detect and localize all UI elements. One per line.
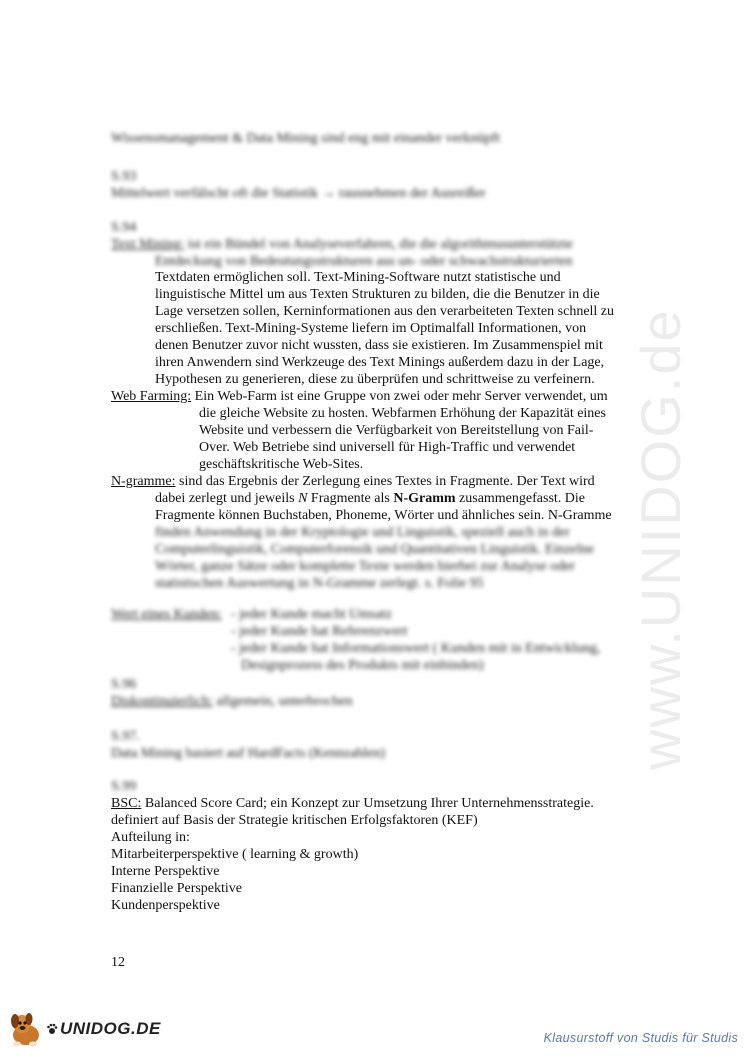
text-mining-line-6: erschließen. Text-Mining-Systeme liefern im Optimalfall Informationen, von <box>155 321 587 336</box>
text-mining-line-1 <box>111 236 573 253</box>
paw-icon <box>46 1023 58 1035</box>
bsc-l1: Balanced Score Card; ein Konzept zur Umsetzung Ihrer Unternehmensstrategie. <box>141 796 594 811</box>
dog-icon <box>8 1010 44 1048</box>
web-farming-line-4: Over. Web Betriebe sind universell für High-Traffic und verwendet <box>199 440 576 455</box>
ngramme-line-4: finden Anwendung in der Kryptologie und Linguistik, speziell auch in der <box>155 525 570 540</box>
web-farming-term: Web Farming: <box>111 389 192 404</box>
disk-text: allgemein, unterbrochen <box>212 694 353 709</box>
wert-item-1: - jeder Kunde macht Umsatz <box>231 607 392 622</box>
logo-text: UNIDOG.DE <box>60 1019 161 1038</box>
bsc-line-3: Aufteilung in: <box>111 830 190 845</box>
ngramme-l2-n: N <box>298 491 308 506</box>
section-heading-s96: S.96 <box>111 677 137 692</box>
ngramme-term: N-gramme: <box>111 474 176 489</box>
ngramme-line-1 <box>111 473 595 490</box>
wert-item-3: - jeder Kunde hat Informationswert ( Kunden mit in Entwicklung, <box>231 641 601 656</box>
section-heading-s99: S.99 <box>111 779 137 794</box>
bsc-line-6: Finanzielle Perspektive <box>111 881 243 896</box>
text-mining-line-9: Hypothesen zu generieren, diese zu überprüfen und schrittweise zu verfeinern. <box>155 372 595 387</box>
web-farming-line-2: die gleiche Website zu hosten. Webfarmen Erhöhung der Kapazität eines <box>199 406 606 421</box>
wert-item-4: Designprozess des Produkts mit einbinden) <box>241 658 484 673</box>
web-farming-line-3: Website und verbessern die Verfügbarkeit von Bereitstellung von Fail- <box>199 423 594 438</box>
bsc-line-1 <box>111 795 594 812</box>
text-mining-term: Text Mining: <box>111 237 185 252</box>
ngramme-line-7: statistischen Auswertung in N-Gramme zerlegt. s. Folie 95 <box>155 576 484 591</box>
bsc-line-4: Mitarbeiterperspektive ( learning & growth) <box>111 847 359 862</box>
web-farming-line-5: geschäftskritische Web-Sites. <box>199 457 364 472</box>
bsc-line-2: definiert auf Basis der Strategie kritischen Erfolgsfaktoren (KEF) <box>111 813 478 828</box>
ngramme-line-3: Fragmente können Buchstaben, Phoneme, Wörter und ähnliches sein. N-Gramme <box>155 508 612 523</box>
web-farming-l1: Ein Web-Farm ist eine Gruppe von zwei oder mehr Server verwendet, um <box>191 389 608 404</box>
intro-line: Wissensmanagement & Data Mining sind eng mit einander verknüpft <box>111 131 501 146</box>
ngramme-l1: sind das Ergebnis der Zerlegung eines Textes in Fragmente. Der Text wird <box>175 474 595 489</box>
text-mining-line-4: linguistische Mittel um aus Texten Strukturen zu bilden, die die Benutzer in die <box>155 287 600 302</box>
ngramme-line-6: Wörter, ganze Sätze oder komplette Texte werden hierbei zur Analyse oder <box>155 559 575 574</box>
section-heading-s93: S.93 <box>111 169 137 184</box>
footer-tagline: Klausurstoff von Studis für Studis <box>543 1031 738 1045</box>
web-farming-line-1 <box>111 388 608 405</box>
s93-text: Mittelwert verfälscht oft die Statistik → rausnehmen der Ausreißer <box>111 186 486 201</box>
bsc-line-5: Interne Perspektive <box>111 864 220 879</box>
text-mining-line-2: Entdeckung von Bedeutungsstrukturen aus un- oder schwachstrukturierten <box>155 254 573 269</box>
watermark: www.UNIDOG.de <box>629 308 692 770</box>
unidog-logo[interactable] <box>8 1010 161 1048</box>
s97-text: Data Mining basiert auf HardFacts (Kennzahlen) <box>111 746 386 761</box>
ngramme-l2-bold: N-Gramm <box>393 491 456 506</box>
ngramme-line-2 <box>155 490 585 507</box>
ngramme-l2a: dabei zerlegt und jeweils <box>155 491 299 506</box>
bsc-line-7: Kundenperspektive <box>111 898 220 913</box>
text-mining-line-3: Textdaten ermöglichen soll. Text-Mining-Software nutzt statistische und <box>155 270 561 285</box>
section-heading-s97: S.97. <box>111 729 140 744</box>
disk-line <box>111 693 352 710</box>
ngramme-l2c: zusammengefasst. Die <box>455 491 585 506</box>
ngramme-line-5: Computerlinguistik, Computerforensik und Quantitativen Linguistik. Einzelne <box>155 542 594 557</box>
bsc-term: BSC: <box>111 796 142 811</box>
text-mining-line-8: ihren Anwendern sind Werkzeuge des Text Minings außerdem dazu in der Lage, <box>155 355 605 370</box>
wert-term: Wert eines Kunden: <box>111 607 222 622</box>
text-mining-l1: ist ein Bündel von Analyseverfahren, die die algorithmusunterstützte <box>187 237 573 252</box>
section-heading-s94: S.94 <box>111 220 137 235</box>
wert-item-2: - jeder Kunde hat Referenzwert <box>231 624 408 639</box>
text-mining-line-7: denen Benutzer zuvor nicht wussten, dass sie existieren. Im Zusammenspiel mit <box>155 338 603 353</box>
wert-line-1 <box>111 606 222 623</box>
text-mining-line-5: Lage versetzen sollen, Kerninformationen aus den verarbeiteten Texten schnell zu <box>155 304 615 319</box>
page-number: 12 <box>111 955 125 970</box>
disk-term: Diskontinuierlich: <box>111 694 213 709</box>
ngramme-l2b: Fragmente als <box>307 491 394 506</box>
